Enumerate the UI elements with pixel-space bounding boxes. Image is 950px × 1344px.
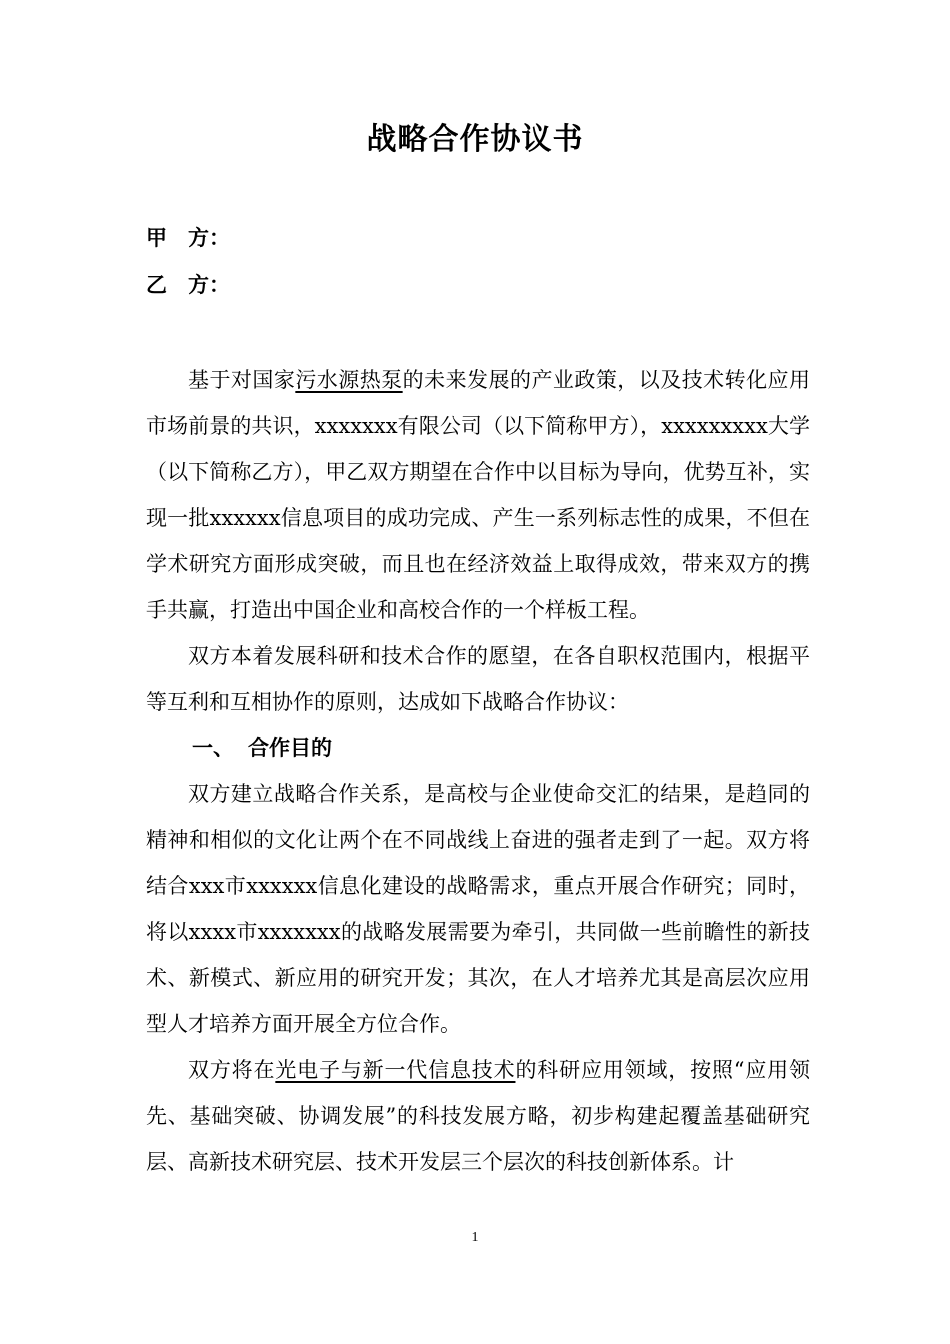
paragraph-research-field (146, 1047, 810, 1185)
section-number: 一、 (192, 736, 234, 760)
paragraph-purpose: 双方建立战略合作关系，是高校与企业使命交汇的结果，是趋同的精神和相似的文化让两个在不同战线上奋进的强者走到了一起。双方将结合xxx市xxxxxx信息化建设的战略需求，重点开展合作研究；同时，将以xxxx市xxxxxxx的战略发展需要为牵引，共同做一些前瞻性的新技术、新模式、新应用的研究开发；其次，在人才培养尤其是高层次应用型人才培养方面开展全方位合作。 (146, 782, 810, 1036)
paragraph-background (146, 357, 810, 633)
section-title: 合作目的 (248, 736, 332, 760)
paragraph-text: 的科研应用领域，按照“应用领先、基础突破、协调发展”的科技发展方略，初步构建起覆盖基础研究层、高新技术研究层、技术开发层三个层次的科技创新体系。计 (146, 1058, 810, 1174)
underlined-term: 光电子与新一代信息技术 (275, 1058, 516, 1082)
paragraph-intent: 双方本着发展科研和技术合作的愿望，在各自职权范围内，根据平等互利和互相协作的原则，达成如下战略合作协议： (146, 644, 810, 714)
paragraph-text: 的未来发展的产业政策，以及技术转化应用市场前景的共识，xxxxxxx有限公司（以下简称甲方），xxxxxxxxx大学（以下简称乙方），甲乙双方期望在合作中以目标为导向，优势互补，实现一批xxxxxx信息项目的成功完成、产生一系列标志性的成果，不但在学术研究方面形成突破，而且也在经济效益上取得成效，带来双方的携手共赢，打造出中国企业和高校合作的一个样板工程。 (146, 368, 811, 622)
paragraph-text: 双方将在 (188, 1058, 276, 1082)
party-b (146, 270, 230, 300)
section-heading (146, 725, 810, 771)
paragraph-text: 基于对国家 (188, 368, 296, 392)
party-a (146, 223, 230, 253)
party-a-label: 甲 方： (146, 226, 230, 250)
party-b-label: 乙 方： (146, 273, 230, 297)
document-title: 战略合作协议书 (366, 122, 584, 157)
page-number: 1 (471, 1230, 479, 1245)
document-body (146, 357, 810, 1185)
underlined-term: 污水源热泵 (295, 368, 403, 392)
